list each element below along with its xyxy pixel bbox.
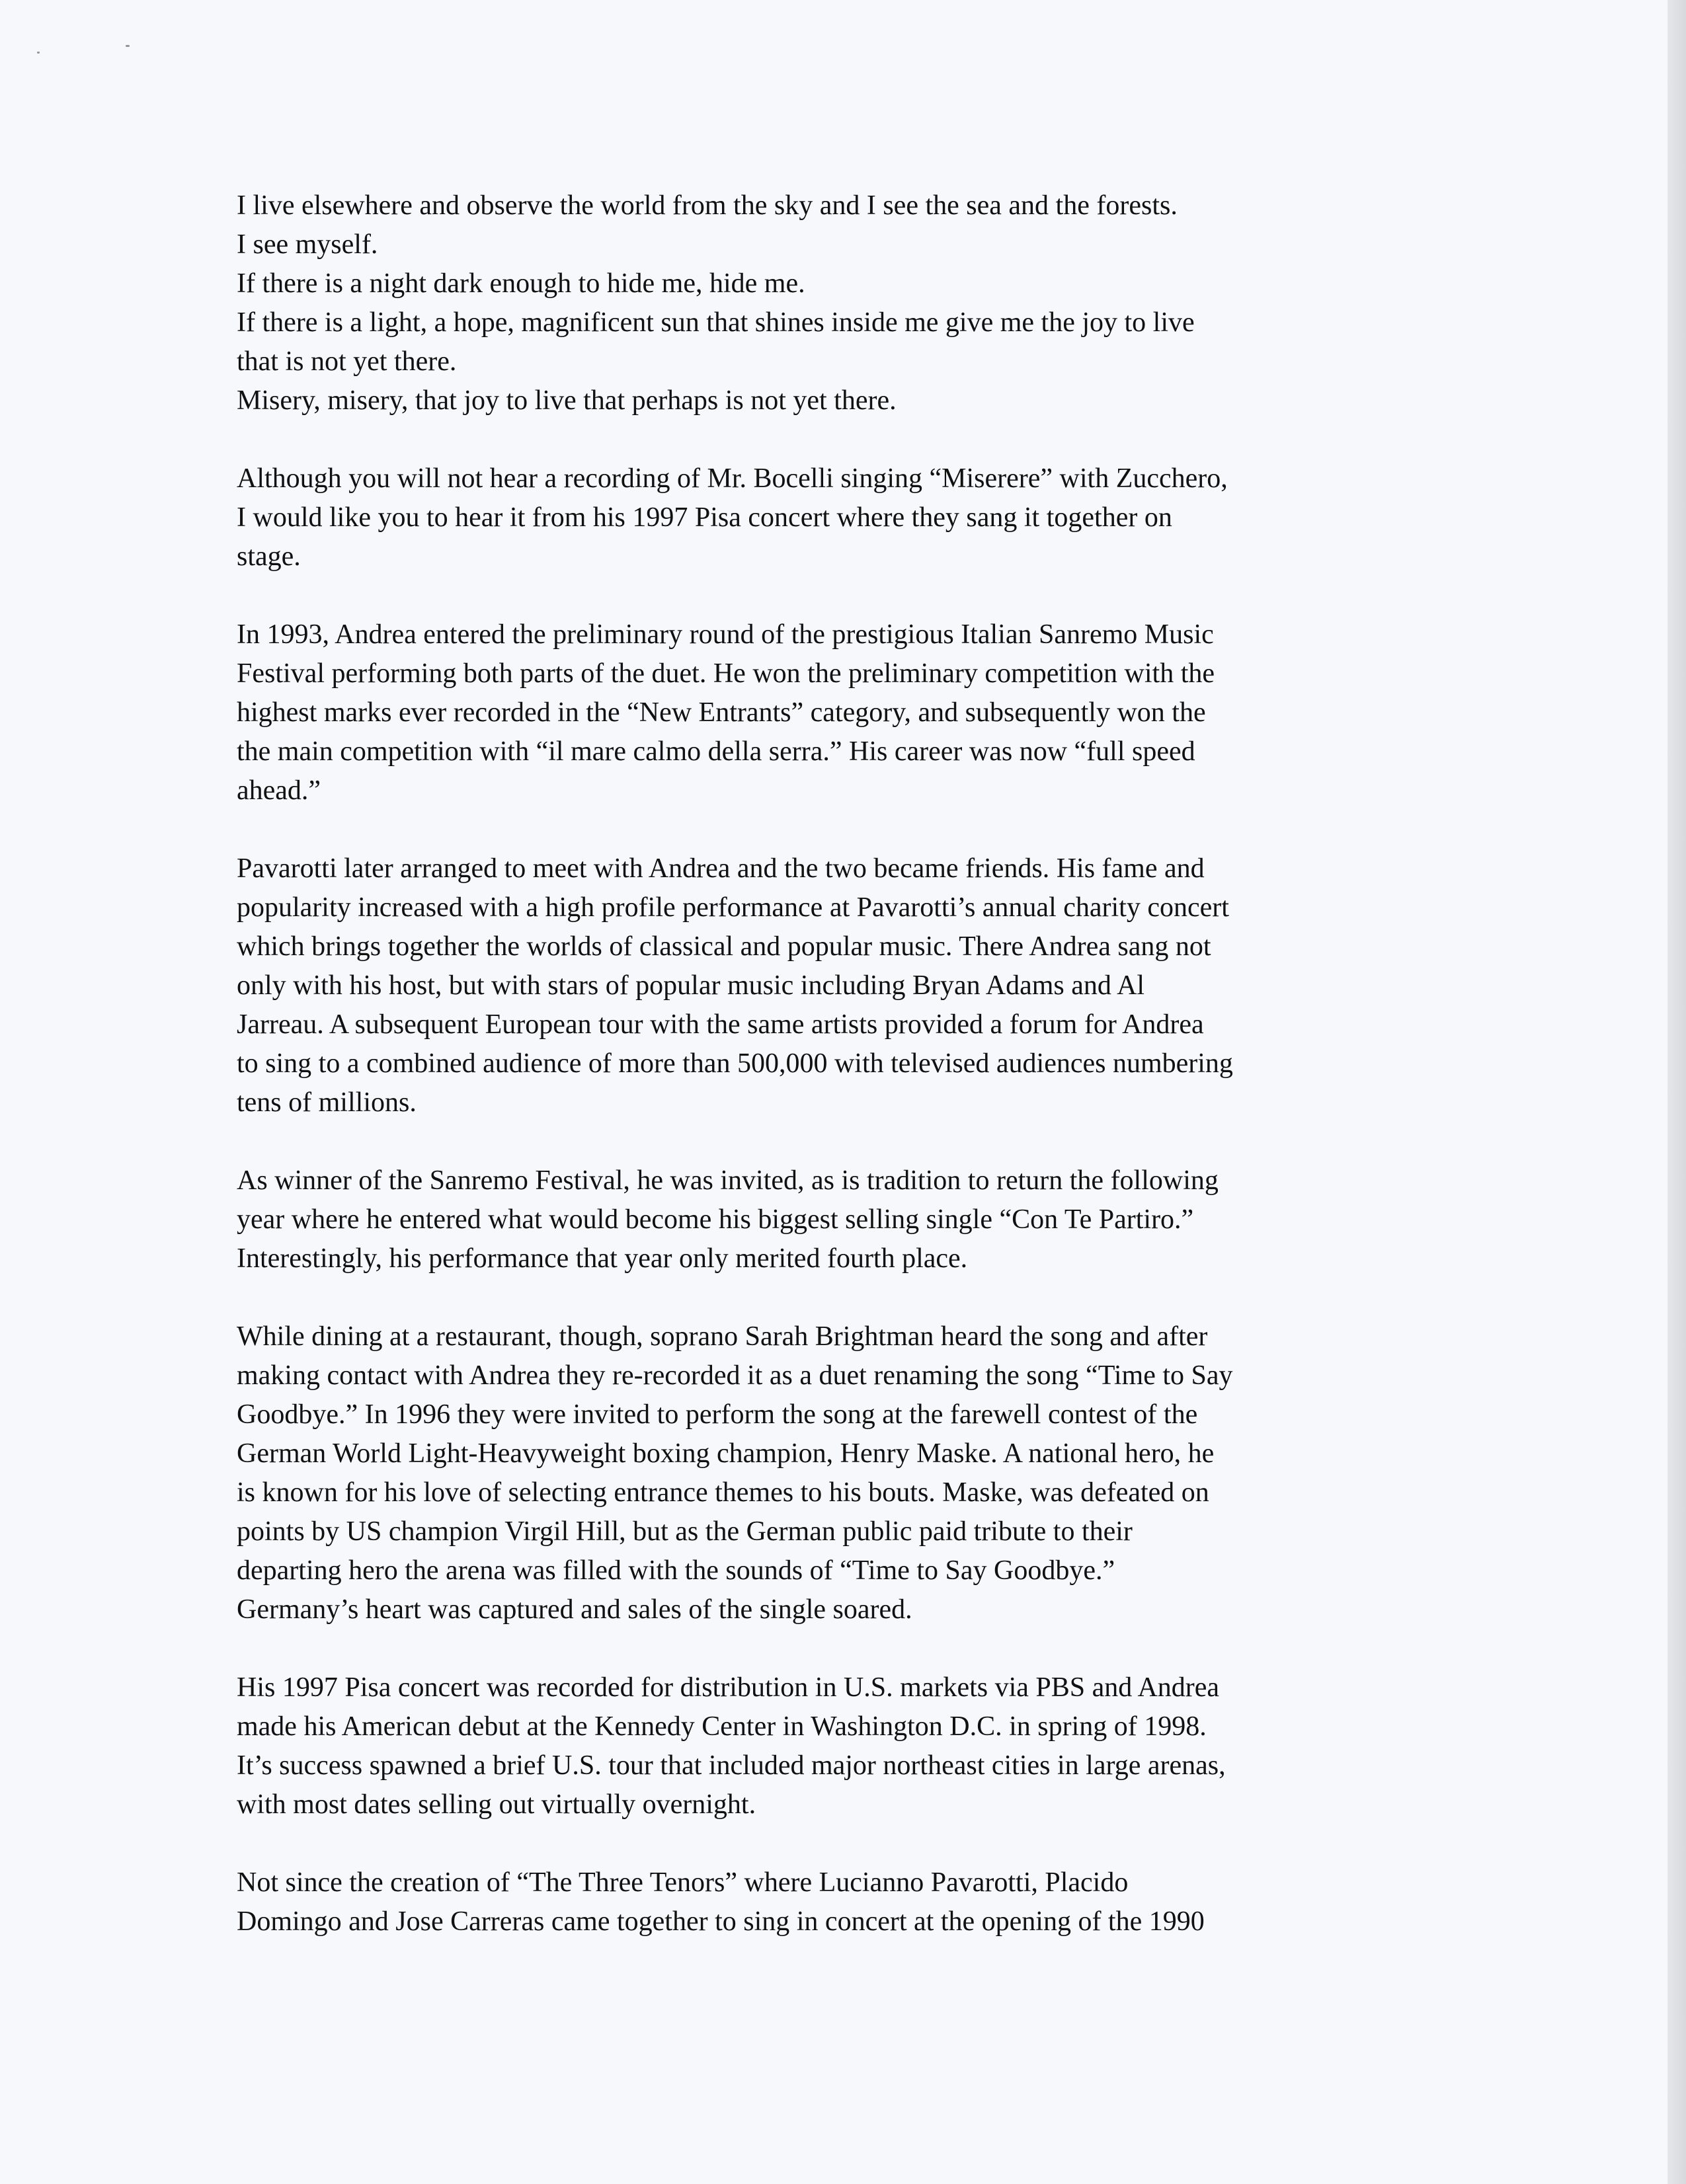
text-line: Germany’s heart was captured and sales of the single soared. [237, 1594, 912, 1625]
paragraph-three-tenors [237, 1863, 1440, 1941]
text-line: tens of millions. [237, 1087, 417, 1118]
text-line: Not since the creation of “The Three Tenors” where Lucianno Pavarotti, Placido [237, 1867, 1129, 1898]
text-line: making contact with Andrea they re-recorded it as a duet renaming the song “Time to Say [237, 1360, 1233, 1391]
lyrics-block [237, 186, 1440, 420]
text-line: Pavarotti later arranged to meet with Andrea and the two became friends. His fame and [237, 853, 1205, 884]
text-line: ahead.” [237, 775, 321, 806]
text-line: It’s success spawned a brief U.S. tour that included major northeast cities in large arenas, [237, 1750, 1226, 1781]
text-line: points by US champion Virgil Hill, but as the German public paid tribute to their [237, 1516, 1133, 1547]
text-line: I live elsewhere and observe the world from the sky and I see the sea and the forests. [237, 190, 1178, 221]
paragraph-pavarotti [237, 849, 1440, 1122]
text-line: stage. [237, 541, 301, 572]
text-line: popularity increased with a high profile performance at Pavarotti’s annual charity concert [237, 892, 1229, 923]
text-line: Jarreau. A subsequent European tour with the same artists provided a forum for Andrea [237, 1009, 1204, 1040]
paragraph-sanremo-1993 [237, 615, 1440, 810]
text-line: to sing to a combined audience of more than 500,000 with televised audiences numbering [237, 1048, 1233, 1079]
paragraph-sanremo-winner [237, 1161, 1440, 1278]
text-line: In 1993, Andrea entered the preliminary round of the prestigious Italian Sanremo Music [237, 619, 1214, 650]
text-line: German World Light-Heavyweight boxing champion, Henry Maske. A national hero, he [237, 1438, 1215, 1469]
text-line: Domingo and Jose Carreras came together to sing in concert at the opening of the 1990 [237, 1906, 1205, 1937]
text-line: is known for his love of selecting entrance themes to his bouts. Maske, was defeated on [237, 1477, 1209, 1508]
paragraph-time-to-say-goodbye [237, 1317, 1440, 1629]
text-line: I see myself. [237, 229, 378, 260]
text-line: made his American debut at the Kennedy Center in Washington D.C. in spring of 1998. [237, 1711, 1207, 1742]
text-line: Goodbye.” In 1996 they were invited to perform the song at the farewell contest of the [237, 1399, 1198, 1430]
text-line: with most dates selling out virtually overnight. [237, 1789, 756, 1820]
text-line: only with his host, but with stars of popular music including Bryan Adams and Al [237, 970, 1145, 1001]
text-line: Misery, misery, that joy to live that perhaps is not yet there. [237, 385, 897, 416]
text-line: highest marks ever recorded in the “New Entrants” category, and subsequently won the [237, 697, 1206, 728]
document-body [237, 186, 1440, 1941]
text-line: Festival performing both parts of the duet. He won the preliminary competition with the [237, 658, 1215, 689]
text-line: As winner of the Sanremo Festival, he was invited, as is tradition to return the following [237, 1165, 1219, 1196]
text-line: If there is a night dark enough to hide me, hide me. [237, 268, 805, 299]
text-line: departing hero the arena was filled with the sounds of “Time to Say Goodbye.” [237, 1555, 1115, 1586]
text-line: His 1997 Pisa concert was recorded for distribution in U.S. markets via PBS and Andrea [237, 1672, 1220, 1703]
text-line: Although you will not hear a recording of Mr. Bocelli singing “Miserere” with Zucchero, [237, 463, 1228, 494]
page-edge [1667, 0, 1686, 2184]
text-line: that is not yet there. [237, 346, 457, 377]
text-line: I would like you to hear it from his 1997 Pisa concert where they sang it together on [237, 502, 1172, 533]
text-line: Interestingly, his performance that year only merited fourth place. [237, 1243, 968, 1274]
text-line: which brings together the worlds of classical and popular music. There Andrea sang not [237, 931, 1211, 962]
paragraph-pisa-concert [237, 1668, 1440, 1824]
paragraph-miserere [237, 459, 1440, 576]
text-line: While dining at a restaurant, though, soprano Sarah Brightman heard the song and after [237, 1321, 1208, 1352]
scan-speck [126, 45, 130, 47]
scan-speck [37, 52, 40, 54]
text-line: If there is a light, a hope, magnificent sun that shines inside me give me the joy to live [237, 307, 1195, 338]
text-line: year where he entered what would become his biggest selling single “Con Te Partiro.” [237, 1204, 1194, 1235]
text-line: the main competition with “il mare calmo della serra.” His career was now “full speed [237, 736, 1195, 767]
